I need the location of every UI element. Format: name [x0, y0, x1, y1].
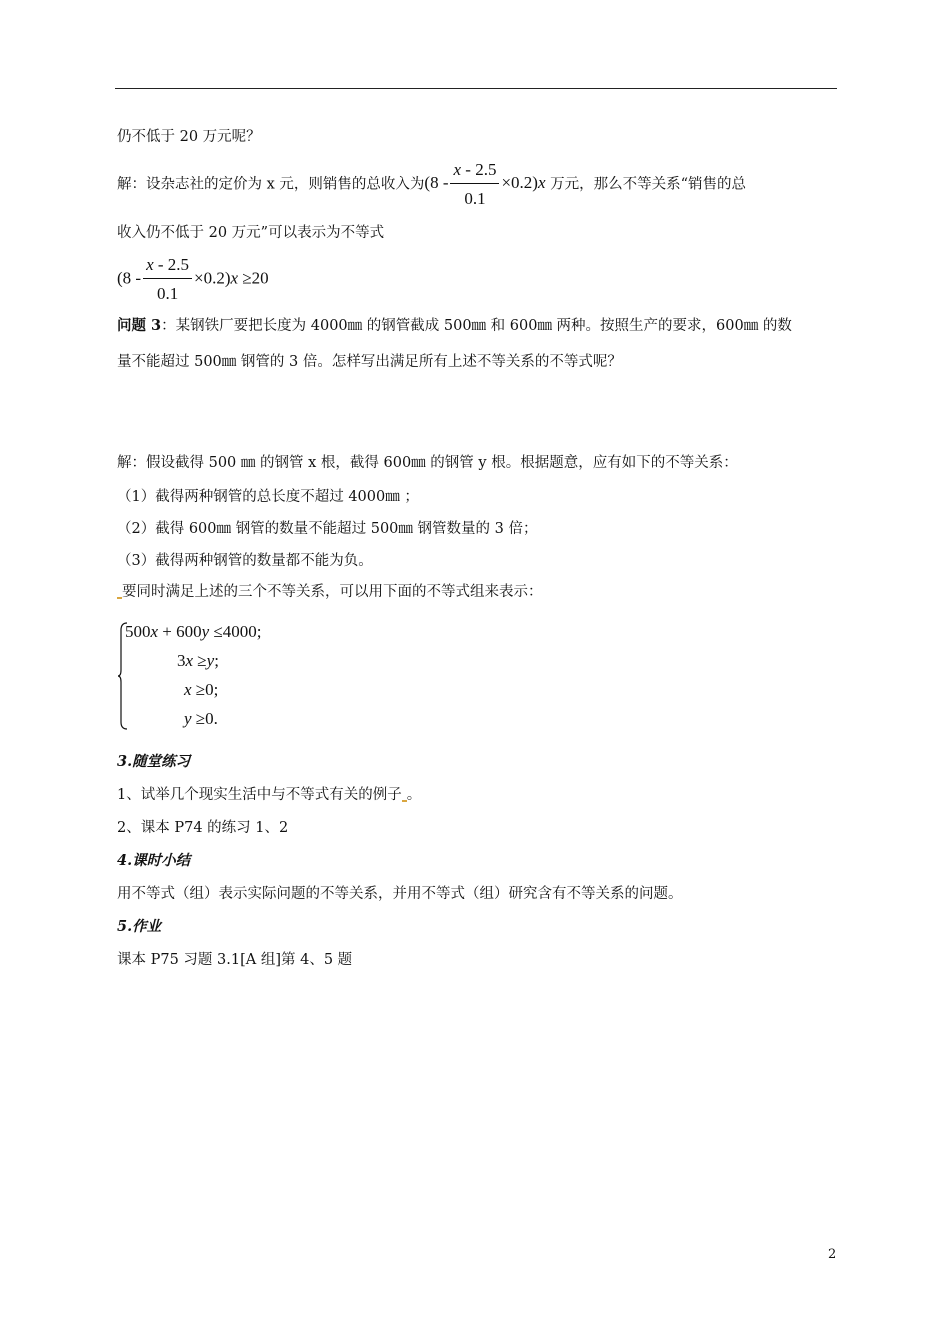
section-heading-4: 4.课时小结: [117, 852, 191, 869]
coef: + 600: [158, 622, 202, 641]
exercise-1-end: 。: [406, 787, 422, 803]
inequality-formula: [117, 255, 269, 304]
var-y: y: [206, 651, 215, 670]
var-y: y: [201, 622, 210, 641]
formula-open: (8 -: [424, 173, 449, 193]
system-row-4: [184, 709, 218, 729]
conclusion-line: [117, 582, 543, 602]
exercise-1-text: 1、试举几个现实生活中与不等式有关的例子: [117, 787, 402, 803]
system-row-1: [125, 622, 262, 642]
conclusion-text: 要同时满足上述的三个不等关系，可以用下面的不等式组来表示：: [122, 584, 543, 600]
solution-line-1: [117, 160, 746, 209]
exercise-1: [117, 785, 421, 805]
condition-3: （3）截得两种钢管的数量都不能为负。: [117, 553, 373, 569]
numerator-rest: - 2.5: [153, 255, 190, 274]
solution-line-2: 解：假设截得 500 ㎜ 的钢管 x 根，截得 600㎜ 的钢管 y 根。根据题意，应有如下的不等关系：: [117, 455, 738, 471]
formula-var: x: [537, 173, 546, 193]
op: ≥: [193, 651, 207, 670]
problem-3-label: 问题 3: [117, 317, 162, 334]
coef: 3: [177, 651, 186, 670]
summary-text: 用不等式（组）表示实际问题的不等关系，并用不等式（组）研究含有不等关系的问题。: [117, 886, 683, 902]
page-number: 2: [828, 1247, 837, 1262]
rhs: ≥0;: [191, 680, 219, 699]
section-heading-5: 5.作业: [117, 918, 162, 935]
formula-open: (8 -: [117, 268, 142, 288]
formula-var: x: [230, 268, 239, 288]
inline-formula: [424, 160, 546, 208]
numerator-rest: - 2.5: [461, 160, 497, 179]
fraction-numerator: [450, 160, 499, 184]
condition-2: （2）截得 600㎜ 钢管的数量不能超过 500㎜ 钢管数量的 3 倍；: [117, 521, 538, 537]
solution-text-suffix: 万元，那么不等关系“销售的总: [545, 176, 747, 193]
fraction: [143, 255, 192, 304]
paragraph-line: 收入仍不低于 20 万元”可以表示为不等式: [117, 225, 385, 241]
problem-3-line-2: 量不能超过 500㎜ 钢管的 3 倍。怎样写出满足所有上述不等关系的不等式呢？: [117, 354, 622, 370]
rhs: ≤4000;: [209, 622, 262, 641]
coef: 500: [125, 622, 151, 641]
problem-3-line-1: [117, 316, 792, 336]
formula-tail: ×0.2): [501, 173, 538, 193]
system-row-3: [184, 680, 218, 700]
numerator-var: x: [453, 160, 462, 179]
rhs: ;: [214, 651, 219, 670]
fraction-denominator: 0.1: [464, 189, 486, 208]
homework-text: 课本 P75 习题 3.1[A 组]第 4、5 题: [117, 952, 353, 968]
header-rule: [115, 88, 837, 89]
var-x: x: [185, 651, 194, 670]
problem-3-text: ：某钢铁厂要把长度为 4000㎜ 的钢管截成 500㎜ 和 600㎜ 两种。按照生产的要求，600㎜ 的数: [161, 318, 792, 334]
var-x: x: [184, 680, 192, 699]
var-y: y: [184, 709, 192, 728]
rhs: ≥0.: [191, 709, 218, 728]
fraction-denominator: 0.1: [156, 284, 179, 303]
var-x: x: [150, 622, 159, 641]
fraction: [450, 160, 499, 209]
numerator-var: x: [146, 255, 154, 274]
solution-text-prefix: 解：设杂志社的定价为 x 元，则销售的总收入为: [117, 176, 425, 193]
formula-tail: ×0.2): [194, 268, 231, 288]
condition-1: （1）截得两种钢管的总长度不超过 4000㎜ ；: [117, 489, 419, 505]
fraction-numerator: [143, 255, 192, 279]
exercise-2: 2、课本 P74 的练习 1、2: [117, 820, 289, 836]
formula-inequality: ≥20: [238, 268, 269, 288]
system-row-2: [177, 651, 219, 671]
paragraph-line: 仍不低于 20 万元呢？: [117, 129, 261, 145]
section-heading-3: 3.随堂练习: [117, 753, 191, 770]
